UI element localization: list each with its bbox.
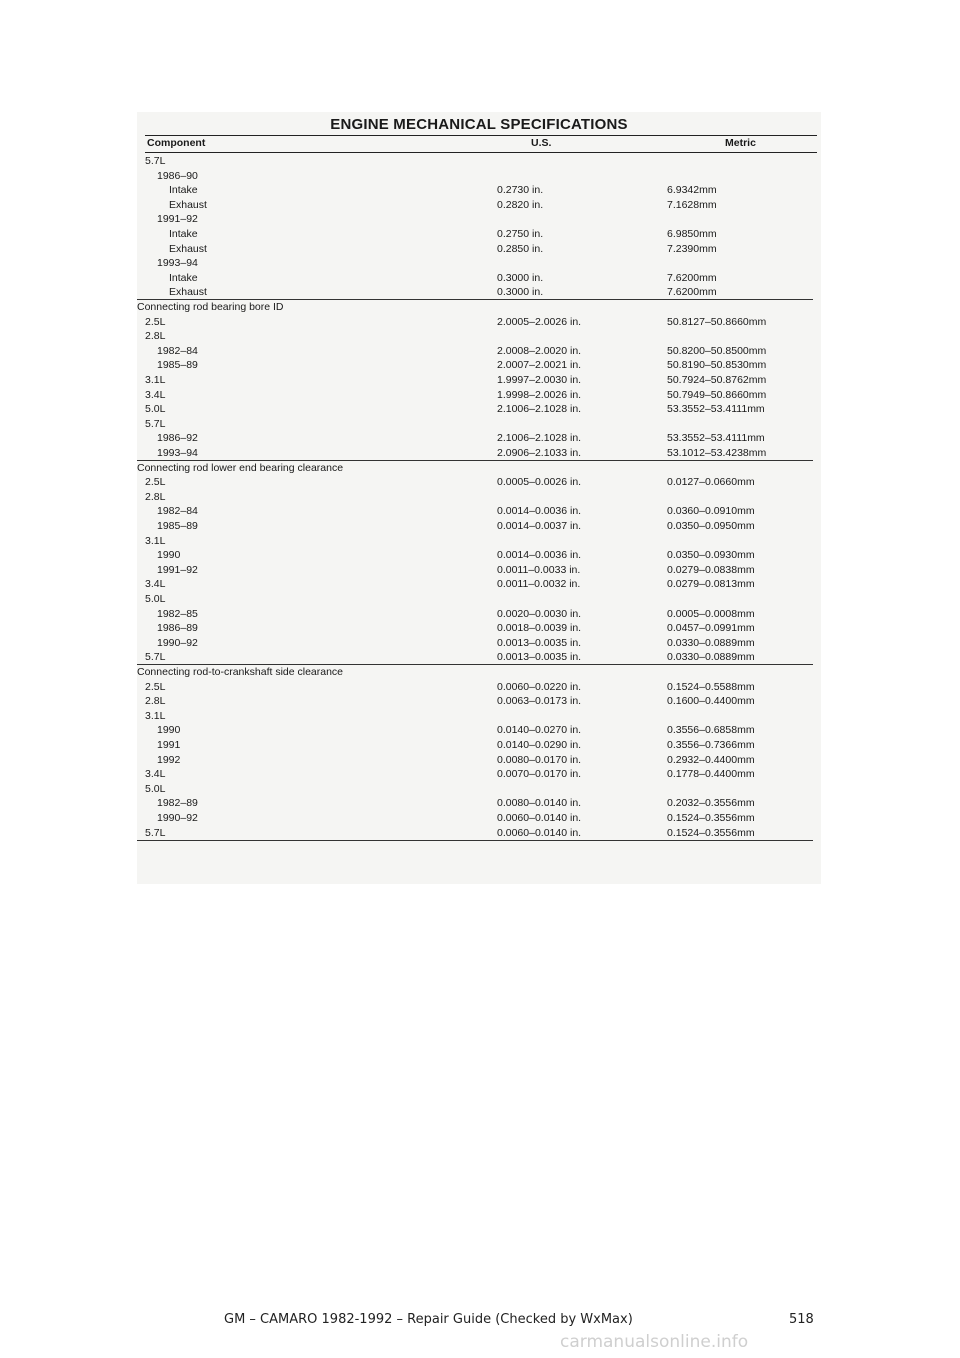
row-metric-value: 50.7949–50.8660mm bbox=[667, 388, 767, 401]
row-us-value: 0.0063–0.0173 in. bbox=[497, 695, 582, 708]
row-label: Intake bbox=[169, 228, 198, 240]
table-row bbox=[137, 388, 821, 402]
row-label: Connecting rod bearing bore ID bbox=[137, 301, 284, 313]
row-metric-value: 0.0350–0.0930mm bbox=[667, 549, 755, 562]
row-us-value: 0.0080–0.0140 in. bbox=[497, 797, 582, 810]
row-label: Connecting rod-to-crankshaft side clearance bbox=[137, 666, 344, 678]
table-row bbox=[137, 242, 821, 256]
table-row bbox=[137, 154, 821, 168]
table-row bbox=[137, 665, 821, 679]
table-row bbox=[137, 519, 821, 533]
table-row bbox=[137, 592, 821, 606]
row-us-value: 1.9998–2.0026 in. bbox=[497, 388, 582, 401]
table-row bbox=[137, 271, 821, 285]
row-label: 3.4L bbox=[145, 768, 166, 781]
row-metric-value: 0.0330–0.0889mm bbox=[667, 651, 755, 664]
row-metric-value: 0.1524–0.3556mm bbox=[667, 812, 755, 824]
section-divider bbox=[137, 840, 813, 841]
row-metric-value: 0.2932–0.4400mm bbox=[667, 753, 755, 766]
table-row bbox=[137, 461, 821, 475]
scanned-spec-table bbox=[137, 112, 821, 884]
row-label: 3.4L bbox=[145, 388, 166, 401]
table-row bbox=[137, 534, 821, 548]
table-row bbox=[137, 796, 821, 810]
row-us-value: 0.0140–0.0270 in. bbox=[497, 724, 582, 737]
row-label: 1985–89 bbox=[157, 359, 198, 372]
row-label: Intake bbox=[169, 271, 198, 284]
row-metric-value: 0.1524–0.3556mm bbox=[667, 826, 755, 839]
table-row bbox=[137, 782, 821, 796]
table-row bbox=[137, 198, 821, 212]
row-us-value: 1.9997–2.0030 in. bbox=[497, 374, 582, 386]
row-us-value: 0.3000 in. bbox=[497, 286, 544, 299]
column-header-metric: Metric bbox=[725, 137, 756, 149]
row-us-value: 2.1006–2.1028 in. bbox=[497, 432, 582, 445]
row-metric-value: 50.8190–50.8530mm bbox=[667, 359, 767, 372]
table-row bbox=[137, 563, 821, 577]
column-header-component: Component bbox=[147, 137, 206, 149]
row-label: 1990–92 bbox=[157, 636, 198, 649]
row-us-value: 0.0014–0.0037 in. bbox=[497, 520, 582, 532]
table-row bbox=[137, 621, 821, 635]
row-us-value: 0.0018–0.0039 in. bbox=[497, 622, 582, 635]
row-label: 5.7L bbox=[145, 651, 166, 664]
table-row bbox=[137, 680, 821, 694]
table-row bbox=[137, 183, 821, 197]
row-label: Intake bbox=[169, 184, 198, 197]
row-label: 1993–94 bbox=[157, 447, 198, 459]
table-row bbox=[137, 285, 821, 299]
row-metric-value: 7.6200mm bbox=[667, 286, 717, 299]
row-label: 1986–89 bbox=[157, 622, 198, 635]
row-label: 1992 bbox=[157, 753, 181, 766]
row-us-value: 0.0014–0.0036 in. bbox=[497, 549, 582, 562]
row-metric-value: 0.0279–0.0838mm bbox=[667, 563, 755, 576]
row-label: Exhaust bbox=[169, 198, 207, 211]
row-us-value: 0.0060–0.0140 in. bbox=[497, 826, 582, 839]
table-row bbox=[137, 811, 821, 825]
table-row bbox=[137, 738, 821, 752]
row-label: 3.1L bbox=[145, 709, 166, 722]
row-label: Exhaust bbox=[169, 286, 207, 299]
table-row bbox=[137, 636, 821, 650]
row-label: 3.1L bbox=[145, 534, 166, 547]
table-row bbox=[137, 358, 821, 372]
row-metric-value: 50.8127–50.8660mm bbox=[667, 315, 767, 328]
row-metric-value: 50.7924–50.8762mm bbox=[667, 374, 767, 386]
row-us-value: 2.0005–2.0026 in. bbox=[497, 315, 582, 328]
row-label: 1982–85 bbox=[157, 607, 198, 620]
row-label: 5.7L bbox=[145, 826, 166, 839]
watermark: carmanualsonline.info bbox=[560, 1332, 749, 1352]
table-row bbox=[137, 256, 821, 270]
row-metric-value: 0.3556–0.6858mm bbox=[667, 724, 755, 737]
row-us-value: 0.2820 in. bbox=[497, 198, 544, 211]
table-title: ENGINE MECHANICAL SPECIFICATIONS bbox=[330, 116, 628, 133]
row-metric-value: 0.3556–0.7366mm bbox=[667, 739, 755, 751]
table-row bbox=[137, 826, 821, 840]
row-us-value: 0.0060–0.0140 in. bbox=[497, 812, 582, 824]
row-label: 1982–89 bbox=[157, 797, 198, 810]
table-row bbox=[137, 607, 821, 621]
row-us-value: 2.0008–2.0020 in. bbox=[497, 344, 582, 357]
row-label: 2.8L bbox=[145, 330, 166, 343]
table-row bbox=[137, 490, 821, 504]
row-us-value: 0.0011–0.0033 in. bbox=[497, 563, 581, 576]
table-row bbox=[137, 753, 821, 767]
row-metric-value: 0.0279–0.0813mm bbox=[667, 578, 755, 591]
row-label: 1993–94 bbox=[157, 257, 198, 270]
page-footer: GM – CAMARO 1982-1992 – Repair Guide (Checked by WxMax) bbox=[224, 1312, 633, 1327]
row-us-value: 0.0060–0.0220 in. bbox=[497, 680, 582, 693]
row-metric-value: 0.2032–0.3556mm bbox=[667, 797, 755, 810]
row-us-value: 0.2850 in. bbox=[497, 242, 544, 255]
row-metric-value: 53.3552–53.4111mm bbox=[667, 432, 765, 445]
row-label: 1990–92 bbox=[157, 812, 198, 824]
table-row bbox=[137, 446, 821, 460]
row-metric-value: 0.0350–0.0950mm bbox=[667, 520, 755, 532]
row-us-value: 0.2750 in. bbox=[497, 228, 544, 240]
row-label: 5.0L bbox=[145, 593, 166, 605]
table-row bbox=[137, 300, 821, 314]
table-row bbox=[137, 373, 821, 387]
column-header-us: U.S. bbox=[531, 137, 552, 149]
row-label: 2.8L bbox=[145, 695, 166, 708]
table-row bbox=[137, 723, 821, 737]
row-label: Exhaust bbox=[169, 242, 207, 255]
row-metric-value: 0.0360–0.0910mm bbox=[667, 505, 755, 518]
row-metric-value: 0.0457–0.0991mm bbox=[667, 622, 755, 635]
row-us-value: 2.0906–2.1033 in. bbox=[497, 447, 582, 459]
table-row bbox=[137, 504, 821, 518]
table-row bbox=[137, 315, 821, 329]
row-metric-value: 6.9342mm bbox=[667, 184, 717, 197]
header-bottom-rule bbox=[145, 152, 817, 153]
table-row bbox=[137, 709, 821, 723]
row-us-value: 0.0013–0.0035 in. bbox=[497, 651, 582, 664]
row-label: 5.0L bbox=[145, 782, 166, 795]
row-label: Connecting rod lower end bearing clearance bbox=[137, 461, 344, 474]
table-row bbox=[137, 227, 821, 241]
row-metric-value: 7.1628mm bbox=[667, 198, 717, 211]
row-us-value: 0.0013–0.0035 in. bbox=[497, 636, 582, 649]
row-us-value: 0.0070–0.0170 in. bbox=[497, 768, 582, 781]
row-label: 1986–92 bbox=[157, 432, 198, 445]
table-row bbox=[137, 212, 821, 226]
row-us-value: 0.0140–0.0290 in. bbox=[497, 739, 582, 751]
row-label: 5.7L bbox=[145, 155, 166, 167]
row-label: 1990 bbox=[157, 549, 181, 562]
row-label: 1991 bbox=[157, 739, 181, 751]
row-label: 3.1L bbox=[145, 374, 166, 386]
row-label: 1985–89 bbox=[157, 520, 198, 532]
row-label: 2.5L bbox=[145, 476, 166, 489]
row-label: 1982–84 bbox=[157, 344, 198, 357]
page-number: 518 bbox=[789, 1312, 814, 1327]
row-metric-value: 6.9850mm bbox=[667, 228, 717, 240]
row-label: 5.7L bbox=[145, 417, 166, 430]
row-label: 2.8L bbox=[145, 490, 166, 503]
row-metric-value: 0.0127–0.0660mm bbox=[667, 476, 755, 489]
row-metric-value: 7.6200mm bbox=[667, 271, 717, 284]
table-row bbox=[137, 169, 821, 183]
table-row bbox=[137, 402, 821, 416]
table-row bbox=[137, 329, 821, 343]
table-row bbox=[137, 475, 821, 489]
row-us-value: 0.0014–0.0036 in. bbox=[497, 505, 582, 518]
table-row bbox=[137, 577, 821, 591]
row-metric-value: 0.1778–0.4400mm bbox=[667, 768, 755, 781]
row-label: 1991–92 bbox=[157, 563, 198, 576]
table-row bbox=[137, 431, 821, 445]
row-metric-value: 53.3552–53.4111mm bbox=[667, 403, 765, 416]
row-us-value: 2.1006–2.1028 in. bbox=[497, 403, 582, 416]
row-label: 5.0L bbox=[145, 403, 166, 416]
row-metric-value: 0.1524–0.5588mm bbox=[667, 680, 755, 693]
row-label: 2.5L bbox=[145, 680, 166, 693]
row-metric-value: 50.8200–50.8500mm bbox=[667, 344, 767, 357]
row-us-value: 0.0080–0.0170 in. bbox=[497, 753, 582, 766]
row-label: 1990 bbox=[157, 724, 181, 737]
row-us-value: 0.0020–0.0030 in. bbox=[497, 607, 582, 620]
row-metric-value: 0.0005–0.0008mm bbox=[667, 607, 755, 620]
header-top-rule bbox=[145, 135, 817, 136]
table-row bbox=[137, 548, 821, 562]
row-metric-value: 7.2390mm bbox=[667, 242, 717, 255]
row-metric-value: 0.0330–0.0889mm bbox=[667, 636, 755, 649]
row-metric-value: 0.1600–0.4400mm bbox=[667, 695, 755, 708]
table-row bbox=[137, 344, 821, 358]
row-metric-value: 53.1012–53.4238mm bbox=[667, 447, 767, 459]
row-us-value: 0.2730 in. bbox=[497, 184, 544, 197]
table-row bbox=[137, 694, 821, 708]
row-label: 1986–90 bbox=[157, 169, 198, 182]
table-row bbox=[137, 417, 821, 431]
row-us-value: 0.0011–0.0032 in. bbox=[497, 578, 581, 591]
row-label: 2.5L bbox=[145, 315, 166, 328]
row-us-value: 0.3000 in. bbox=[497, 271, 544, 284]
table-row bbox=[137, 650, 821, 664]
row-us-value: 2.0007–2.0021 in. bbox=[497, 359, 582, 372]
row-label: 1982–84 bbox=[157, 505, 198, 518]
row-us-value: 0.0005–0.0026 in. bbox=[497, 476, 582, 489]
row-label: 1991–92 bbox=[157, 213, 198, 226]
row-label: 3.4L bbox=[145, 578, 166, 591]
table-row bbox=[137, 767, 821, 781]
